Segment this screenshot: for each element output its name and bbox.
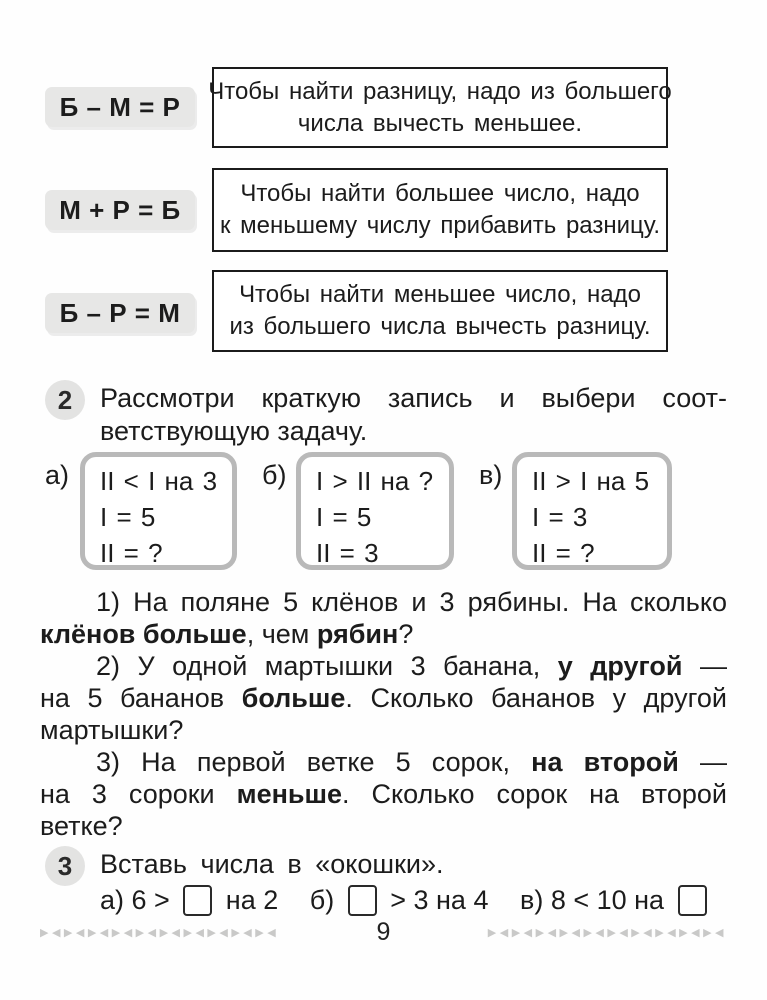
note-line: I = 3: [532, 502, 588, 532]
task3-title: Вставь числа в «окошки».: [100, 849, 444, 879]
task2-title-line1: Рассмотри краткую запись и выбери соот-: [100, 383, 727, 413]
problem2-line2: на 5 бананов больше. Сколько бананов у другой: [40, 683, 727, 713]
formula-rule-text: числа вычесть меньшее.: [297, 109, 583, 137]
problem3-line2: на 3 сороки меньше. Сколько сорок на второй: [40, 779, 727, 809]
formula-rule-text: из большего числа вычесть разницу.: [229, 313, 651, 340]
note-box-a: [80, 452, 237, 570]
note-line: II = ?: [100, 538, 163, 568]
task3-fill-in-line: [100, 880, 740, 920]
triangle-ornament-left: ▶◀▶◀▶◀▶◀▶◀▶◀▶◀▶◀▶◀▶◀: [40, 927, 280, 939]
task2-title-line2: ветствующую задачу.: [100, 416, 368, 446]
note-box-b: [296, 452, 454, 570]
note-line: II = 3: [316, 538, 379, 568]
note-label-b: б): [262, 460, 287, 490]
problem1-line2: клёнов больше, чем рябин?: [40, 619, 414, 649]
note-label-a: а): [45, 460, 70, 490]
formula-label-greater: М + Р = Б: [45, 190, 195, 230]
fill-item-a: а) 6 > на 2: [100, 885, 279, 915]
fill-item-b: б) > 3 на 4: [309, 885, 489, 915]
problem3-line1: 3) На первой ветке 5 сорок, на второй —: [96, 747, 727, 777]
formula-rule-box-lesser: [212, 270, 668, 352]
answer-window: [183, 885, 212, 916]
formula-rule-text: Чтобы найти разницу, надо из большего: [208, 77, 672, 105]
formula-rule-box-greater: [212, 168, 668, 252]
task2-problems: [40, 586, 727, 842]
problem1-line1: 1) На поляне 5 клёнов и 3 рябины. На сколько: [96, 587, 727, 617]
note-line: I > II на ?: [316, 466, 434, 496]
note-line: II < I на 3: [100, 466, 218, 496]
problem2-line3: мартышки?: [40, 715, 184, 745]
note-line: I = 5: [316, 502, 372, 532]
note-label-v: в): [479, 460, 503, 490]
formula-rule-text: к меньшему числу прибавить разницу.: [219, 212, 661, 239]
task3-number-badge: 3: [45, 846, 85, 886]
formula-rule-text: Чтобы найти меньшее число, надо: [239, 281, 641, 308]
answer-window: [678, 885, 707, 916]
note-line: I = 5: [100, 502, 156, 532]
formula-label-difference: Б – М = Р: [45, 87, 195, 127]
triangle-ornament-right: ▶◀▶◀▶◀▶◀▶◀▶◀▶◀▶◀▶◀▶◀: [487, 927, 727, 939]
page-footer: [40, 918, 727, 947]
task2-title: [100, 382, 727, 448]
formula-rule-text: Чтобы найти большее число, надо: [240, 180, 640, 207]
problem3-line3: ветке?: [40, 811, 123, 841]
problem2-line1: 2) У одной мартышки 3 банана, у другой —: [96, 651, 727, 681]
formula-rule-box-difference: [208, 67, 672, 148]
fill-item-v: в) 8 < 10 на: [520, 885, 713, 915]
task2-number-badge: 2: [45, 380, 85, 420]
note-line: II = ?: [532, 538, 595, 568]
answer-window: [348, 885, 377, 916]
note-box-v: [512, 452, 672, 570]
formula-label-lesser: Б – Р = М: [45, 293, 195, 333]
note-line: II > I на 5: [532, 466, 650, 496]
page-number: 9: [376, 918, 391, 946]
